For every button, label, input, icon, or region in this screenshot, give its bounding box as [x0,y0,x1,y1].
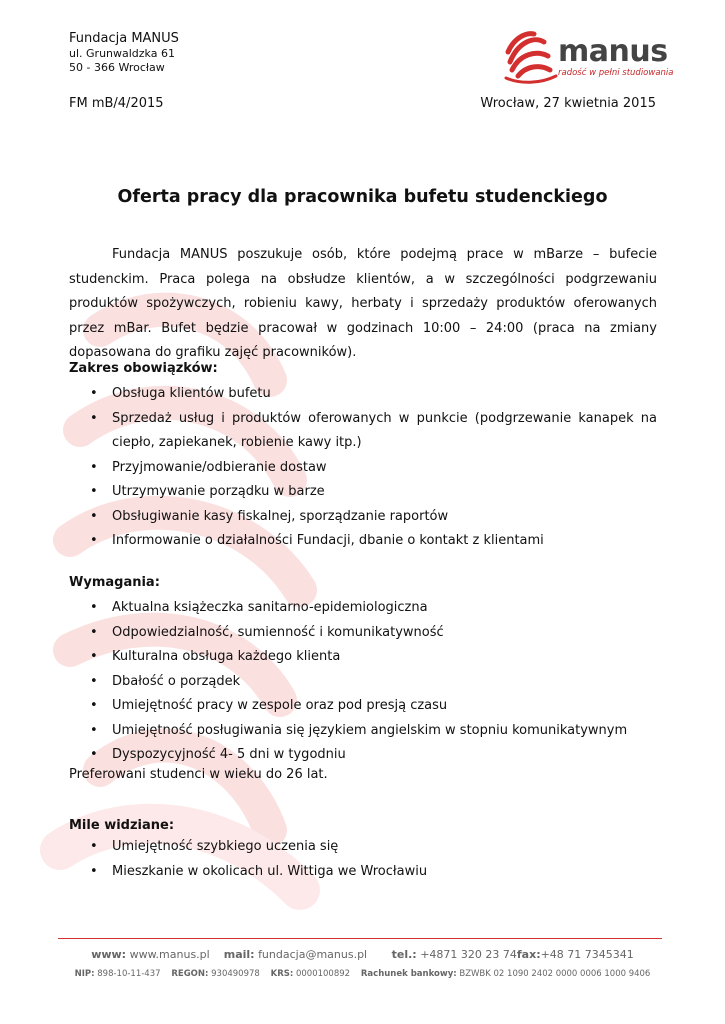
mail-link[interactable]: fundacja@manus.pl [258,948,368,961]
list-item: • Dbałość o porządek [69,670,657,695]
bullet-icon: • [90,508,98,524]
nip-value: 898-10-11-437 [97,969,161,979]
bullet-icon: • [90,410,98,426]
list-item: • Umiejętność szybkiego uczenia się [69,835,657,860]
regon-value: 930490978 [211,969,260,979]
bullet-icon: • [90,863,98,879]
hand-logo-icon [500,28,560,84]
www-link[interactable]: www.manus.pl [129,948,210,961]
footer-registry [0,969,725,979]
footer-contact [0,948,725,961]
requirements-list [69,596,657,768]
nip-label: NIP: [74,969,95,979]
krs-value: 0000100892 [295,969,351,979]
preference-note: Preferowani studenci w wieku do 26 lat. [69,767,328,782]
list-item: • Odpowiedzialność, sumienność i komunikatywność [69,621,657,646]
mail-label: mail: [223,948,255,961]
list-item: • Kulturalna obsługa każdego klienta [69,645,657,670]
bullet-icon: • [90,722,98,738]
list-item: • Umiejętność posługiwania się językiem angielskim w stopniu komunikatywnym [69,719,657,744]
duties-list [69,382,657,554]
list-item: • Mieszkanie w okolicach ul. Wittiga we Wrocławiu [69,860,657,885]
list-item: • Utrzymywanie porządku w barze [69,480,657,505]
document-date: Wrocław, 27 kwietnia 2015 [480,96,656,111]
list-item: • Obsługiwanie kasy fiskalnej, sporządzanie raportów [69,505,657,530]
document-reference: FM mB/4/2015 [69,96,164,111]
welcome-heading: Mile widziane: [69,818,175,833]
bullet-icon: • [90,459,98,475]
bank-label: Rachunek bankowy: [360,969,457,979]
bullet-icon: • [90,839,98,854]
fax-label: fax: [516,948,541,961]
bullet-icon: • [90,649,98,664]
tel-value: +4871 320 23 74 [420,948,517,961]
bullet-icon: • [90,698,98,713]
footer-divider [58,938,662,939]
intro-paragraph: Fundacja MANUS poszukuje osób, które podejmą prace w mBarze – bufecie studenckim. Praca polega na obsłudze klientów, a w szczególności podgrzewaniu produktów spożywczych, robieniu kawy, herbaty i sprzedaży produktów oferowanych przez mBar. Bufet będzie pracował w godzinach 10:00 – 24:00 (praca na zmiany dopasowana do grafiku zajęć pracowników). [69,247,657,360]
bullet-icon: • [90,624,98,640]
duties-heading: Zakres obowiązków: [69,361,218,376]
org-name: Fundacja MANUS [69,31,179,46]
list-item: • Sprzedaż usług i produktów oferowanych w punkcie (podgrzewanie kanapek na ciepło, zapiekanek, robienie kawy itp.) [69,407,657,456]
page-title: Oferta pracy dla pracownika bufetu studenckiego [117,187,608,207]
regon-label: REGON: [171,969,209,979]
list-item: • Informowanie o działalności Fundacji, dbanie o kontakt z klientami [69,529,657,554]
welcome-list [69,835,657,884]
org-city: 50 - 366 Wrocław [69,61,165,74]
fax-value: +48 71 7345341 [540,948,634,961]
list-item: • Umiejętność pracy w zespole oraz pod presją czasu [69,694,657,719]
bullet-icon: • [90,533,98,548]
www-label: www: [91,948,127,961]
bullet-icon: • [90,386,98,401]
org-street: ul. Grunwaldzka 61 [69,47,175,61]
bullet-icon: • [90,600,98,615]
bank-value: BZWBK 02 1090 2402 0000 0006 1000 9406 [459,969,651,979]
logo-wordmark: manus [558,34,668,69]
requirements-heading: Wymagania: [69,575,160,590]
manus-logo [500,28,674,84]
org-address [69,31,179,75]
tel-label: tel.: [391,948,417,961]
logo-tagline: radość w pełni studiowania [558,68,674,78]
bullet-icon: • [90,673,98,689]
list-item: • Aktualna książeczka sanitarno-epidemiologiczna [69,596,657,621]
list-item: • Obsługa klientów bufetu [69,382,657,407]
bullet-icon: • [90,747,98,762]
list-item: • Dyspozycyjność 4- 5 dni w tygodniu [69,743,657,768]
list-item: • Przyjmowanie/odbieranie dostaw [69,456,657,481]
krs-label: KRS: [270,969,294,979]
bullet-icon: • [90,484,98,499]
